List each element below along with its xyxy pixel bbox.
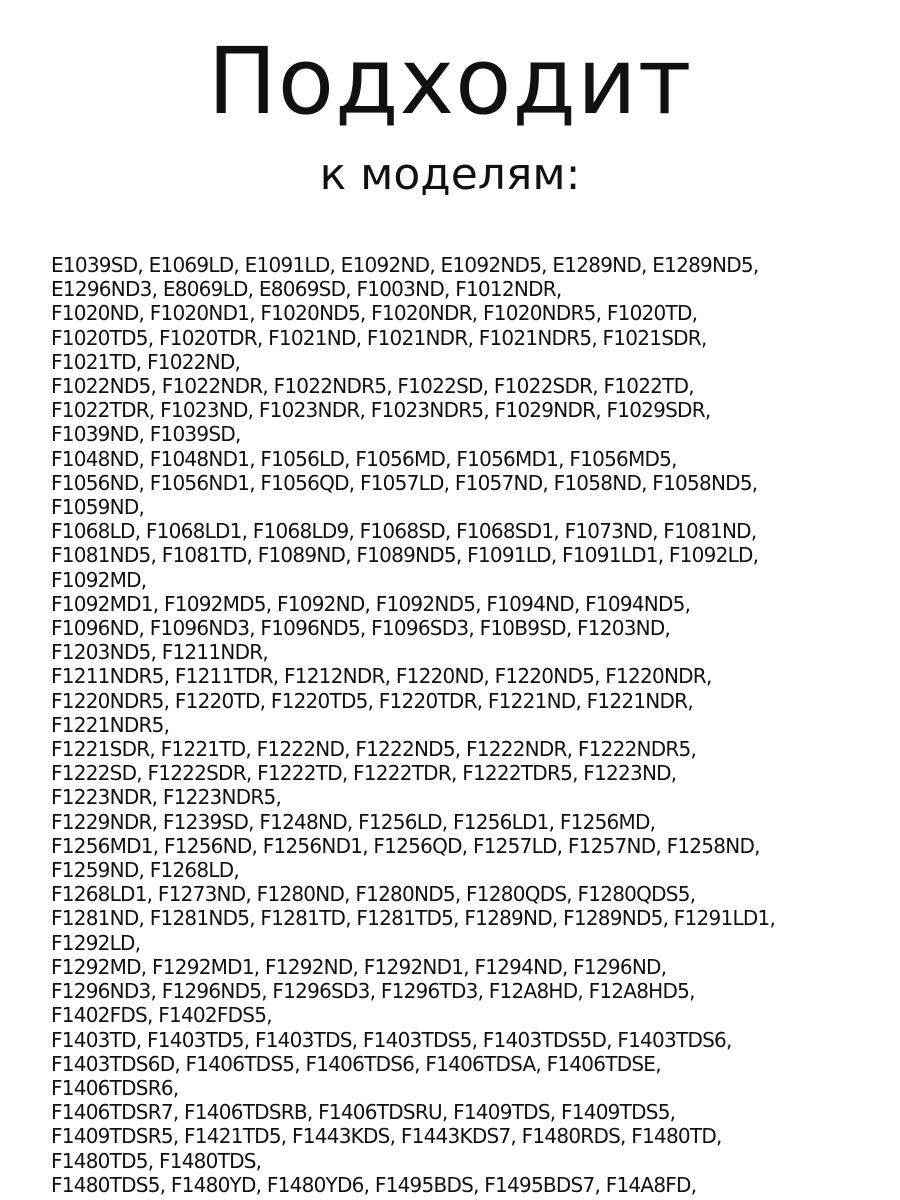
model-line: F1096ND, F1096ND3, F1096ND5, F1096SD3, F10B9SD, F1203ND,: [51, 616, 671, 641]
model-line: F1480TDS5, F1480YD, F1480YD6, F1495BDS, F1495BDS7, F14A8FD,: [51, 1172, 697, 1197]
page-subtitle: к моделям:: [319, 149, 581, 200]
model-line: F1220NDR5, F1220TD, F1220TD5, F1220TDR, F1221ND, F1221NDR,: [51, 688, 693, 713]
model-line: F1292LD,: [51, 930, 141, 955]
model-line: F1092MD,: [51, 567, 147, 592]
model-line: F1221SDR, F1221TD, F1222ND, F1222ND5, F1222NDR, F1222NDR5,: [51, 737, 697, 762]
model-line: F1092MD1, F1092MD5, F1092ND, F1092ND5, F1094ND, F1094ND5,: [51, 591, 691, 616]
model-line: F1211NDR5, F1211TDR, F1212NDR, F1220ND, F1220ND5, F1220NDR,: [51, 664, 712, 689]
model-line: F1281ND, F1281ND5, F1281TD, F1281TD5, F1289ND, F1289ND5, F1291LD1,: [51, 906, 776, 931]
model-line: F1203ND5, F1211NDR,: [51, 640, 268, 665]
model-line: F1022TDR, F1023ND, F1023NDR, F1023NDR5, F1029NDR, F1029SDR,: [51, 398, 711, 423]
model-line: F1068LD, F1068LD1, F1068LD9, F1068SD, F1068SD1, F1073ND, F1081ND,: [51, 519, 757, 544]
model-line: E1296ND3, E8069LD, E8069SD, F1003ND, F1012NDR,: [51, 277, 562, 302]
page-title: Подходит: [207, 28, 693, 135]
compatible-models-list: [51, 253, 896, 1197]
model-line: F1409TDSR5, F1421TD5, F1443KDS, F1443KDS7, F1480RDS, F1480TD,: [51, 1124, 722, 1149]
model-line: F1081ND5, F1081TD, F1089ND, F1089ND5, F1091LD, F1091LD1, F1092LD,: [51, 543, 759, 568]
model-line: F1059ND,: [51, 495, 145, 520]
model-line: F1292MD, F1292MD1, F1292ND, F1292ND1, F1294ND, F1296ND,: [51, 954, 667, 979]
model-line: F1222SD, F1222SDR, F1222TD, F1222TDR, F1222TDR5, F1223ND,: [51, 761, 677, 786]
model-line: F1020ND, F1020ND1, F1020ND5, F1020NDR, F1020NDR5, F1020TD,: [51, 301, 698, 326]
model-line: F1406TDSR6,: [51, 1075, 179, 1100]
model-line: F1021TD, F1022ND,: [51, 349, 241, 374]
model-line: F1048ND, F1048ND1, F1056LD, F1056MD, F1056MD1, F1056MD5,: [51, 446, 677, 471]
model-line: F1268LD1, F1273ND, F1280ND, F1280ND5, F1280QDS, F1280QDS5,: [51, 882, 696, 907]
model-line: F1022ND5, F1022NDR, F1022NDR5, F1022SD, F1022SDR, F1022TD,: [51, 374, 694, 399]
model-line: F1403TD, F1403TD5, F1403TDS, F1403TDS5, F1403TDS5D, F1403TDS6,: [51, 1027, 732, 1052]
model-line: F1221NDR5,: [51, 712, 170, 737]
model-line: F1403TDS6D, F1406TDS5, F1406TDS6, F1406TDSA, F1406TDSE,: [51, 1051, 661, 1076]
model-line: F1406TDSR7, F1406TDSRB, F1406TDSRU, F1409TDS, F1409TDS5,: [51, 1100, 676, 1125]
model-line: F1039ND, F1039SD,: [51, 422, 241, 447]
model-line: F1256MD1, F1256ND, F1256ND1, F1256QD, F1257LD, F1257ND, F1258ND,: [51, 833, 760, 858]
model-line: F1223NDR, F1223NDR5,: [51, 785, 282, 810]
model-line: E1039SD, E1069LD, E1091LD, E1092ND, E1092ND5, E1289ND, E1289ND5,: [51, 253, 759, 277]
model-line: F1480TD5, F1480TDS,: [51, 1148, 262, 1173]
model-line: F1229NDR, F1239SD, F1248ND, F1256LD, F1256LD1, F1256MD,: [51, 809, 656, 834]
model-line: F1020TD5, F1020TDR, F1021ND, F1021NDR, F1021NDR5, F1021SDR,: [51, 325, 707, 350]
model-line: F1259ND, F1268LD,: [51, 858, 240, 883]
model-line: F1402FDS, F1402FDS5,: [51, 1003, 272, 1028]
model-line: F1056ND, F1056ND1, F1056QD, F1057LD, F1057ND, F1058ND, F1058ND5,: [51, 470, 758, 495]
model-line: F1296ND3, F1296ND5, F1296SD3, F1296TD3, F12A8HD, F12A8HD5,: [51, 979, 695, 1004]
